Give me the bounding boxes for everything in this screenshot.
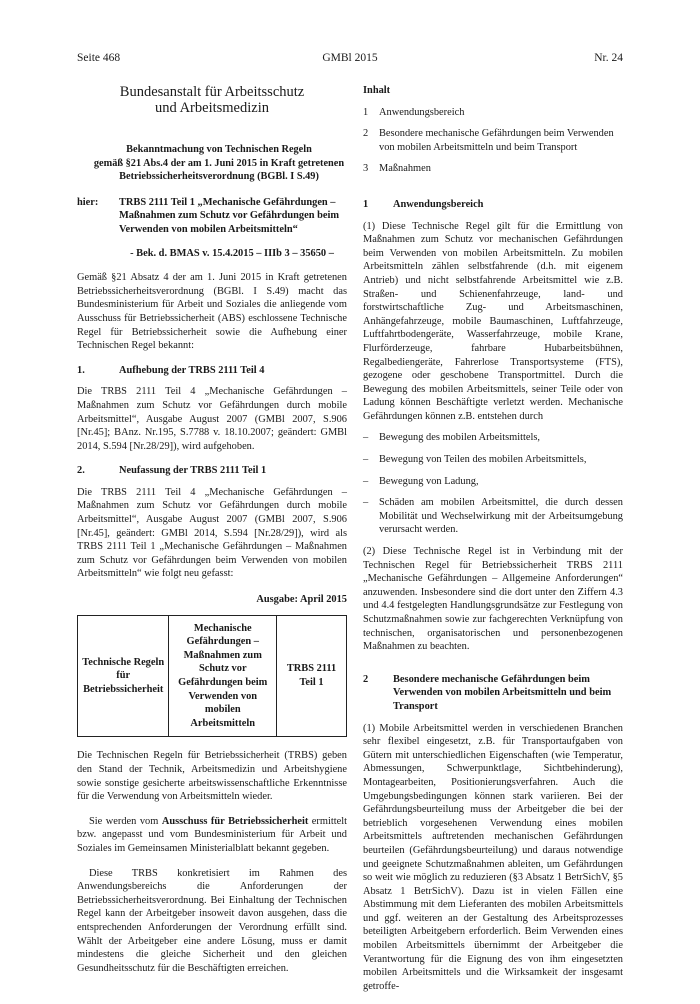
list-item-text: Bewegung des mobilen Arbeitsmittels,: [379, 432, 541, 444]
page-header: [77, 52, 623, 68]
list-item: [363, 431, 623, 445]
section-paragraph: Die TRBS 2111 Teil 4 „Mechanische Gefährdungen – Maßnahmen zum Schutz vor Gefährdungen durch mobile Arbeitsmittel“, Ausgabe August 2007 (GMBl 2007, S.906 [Nr.45], geändert: GMBl 2014, S.594 [Nr.28/29]), wird als TRBS 2111 Teil 1 „Mechanische Gefährdungen – Maßnahmen zum Schutz vor Gefährdungen beim Verwenden von mobilen Arbeitsmitteln“ wie folgt neu gefasst:: [77, 486, 347, 580]
section-heading: [363, 198, 623, 212]
abs-text-pre: Sie werden vom: [89, 815, 162, 827]
list-item-text: Schäden am mobilen Arbeitsmittel, die durch dessen Mobilität und Wechselwirkung mit der Arbeitsumgebung verursacht werden.: [379, 497, 623, 536]
document-page: [77, 52, 623, 992]
announcement-title: [77, 143, 347, 184]
issue-number: Nr. 24: [594, 52, 623, 64]
abs-paragraph: [77, 815, 347, 856]
toc-item-number: 1: [363, 106, 369, 118]
subject-text: TRBS 2111 Teil 1 „Mechanische Gefährdungen – Maßnahmen zum Schutz vor Gefährdungen beim Verwenden von mobilen Arbeitsmitteln“: [119, 196, 340, 235]
section-number: 2.: [77, 465, 85, 477]
list-item: [363, 496, 623, 537]
section-number: 1.: [77, 364, 85, 376]
section-paragraph: (1) Mobile Arbeitsmittel werden in verschiedenen Branchen sehr flexibel eingesetzt, z.B. für Transportaufgaben von Gütern mit unterschiedlichen Eigenschaften (wie Temperatur, Abmessungen, Schwerpunktlage, Sichtbehinderung), Montagearbeiten, Positionierungsverfahren. Auch die Umgebungsbedingungen können stark variieren. Bei der Gefährdungsbeurteilung muss der Arbeitgeber die bei der betrieblich vorgesehenen Verwendung eines mobilen Arbeitsmittels auftretenden mechanischen Gefährdungen beurteilen (Gefährdungsbeurteilung) und daraus notwendige und geeignete Schutzmaßnahmen ableiten, um Gefährdungen so weit wie möglich zu reduzieren (§3 Absatz 1 BetrSichV, §5 Absatz 1 BetrSichV). Dazu ist in vielen Fällen eine Abstimmung mit dem Lieferanten des mobilen Arbeitsmittels und ggf. weiteren an der Gestaltung des Arbeitsprozesses beteiligten Arbeitgebern erforderlich. Beim Verwenden eines mobilen Arbeitsmittels übernimmt der Arbeitgeber die Verantwortung für die Eignung des von ihm eingesetzten mobilen Arbeitsmittels und die Wirksamkeit der insgesamt getroffe-: [363, 722, 623, 992]
subject-label: hier:: [77, 196, 99, 208]
page-number: Seite 468: [77, 52, 121, 64]
list-item: [363, 453, 623, 467]
toc-item-title: Anwendungsbereich: [379, 106, 465, 118]
toc-item-number: 3: [363, 163, 369, 175]
section-paragraph: (1) Diese Technische Regel gilt für die Ermittlung von Maßnahmen zum Schutz vor mechanischen Gefährdungen beim Verwenden von mobilen Arbeitsmitteln. Zu mobilen Arbeitsmitteln zählen selbstfahrende (d.h. mit eigenem Antrieb) und nicht selbstfahrende Arbeitsmittel wie z.B. Straßen- und Schienenfahrzeuge, land- und forstwirtschaftliche Zug- und Arbeitsmaschinen, Anhängefahrzeuge, mobile Baumaschinen, Luftfahrzeuge, Luftfahrtbodengeräte, Wasserfahrzeuge, mobile Krane, Flurförderzeuge, fahrbare Hubarbeitsbühnen, Regalbediengeräte, Fahrerlose Transportsysteme (FTS), gezogene oder geschobene Transportmittel. Durch die Bewegung des mobilen Arbeitsmittels, seiner Teile oder von Ladung können Beschäftigte verletzt werden. Mechanische Gefährdungen können z.B. entstehen durch: [363, 220, 623, 422]
abs-text-bold: Ausschuss für Betriebssicherheit: [161, 815, 309, 827]
section-heading: [77, 364, 347, 378]
journal-name: GMBl 2015: [322, 52, 378, 64]
abs-text-post: ermittelt bzw. angepasst und vom Bundesministerium für Arbeit und Soziales im Gemeinsamen Ministerialblatt bekannt gegeben.: [77, 815, 348, 854]
section-number: 2: [363, 673, 369, 685]
section-title: Neufassung der TRBS 2111 Teil 1: [119, 465, 267, 477]
right-column: [363, 84, 623, 1004]
left-column: [77, 84, 347, 986]
reference-line: - Bek. d. BMAS v. 15.4.2015 – IIIb 3 – 35650 –: [130, 247, 334, 259]
authority-heading: [77, 84, 347, 116]
section-heading: [363, 673, 623, 714]
list-item: [363, 475, 623, 489]
section-title: Anwendungsbereich: [393, 198, 484, 210]
section-heading: [77, 464, 347, 478]
subject-line: [77, 196, 347, 237]
toc-title: Inhalt: [363, 85, 391, 96]
toc-item-number: 2: [363, 128, 369, 140]
authority-line: und Arbeitsmedizin: [155, 100, 269, 116]
section-number: 1: [363, 198, 369, 210]
hazard-list: [363, 431, 623, 537]
list-item-text: Bewegung von Ladung,: [379, 475, 479, 487]
section-paragraph: (2) Diese Technische Regel ist in Verbindung mit der Technischen Regel für Betriebssicherheit TRBS 2111 „Mechanische Gefährdungen – Allgemeine Anforderungen“ anzuwenden. Insbesondere sind die dort unter den Ziffern 4.3 und 4.4 festgelegten Handlungsgrundsätze zur Festlegung von Schutzmaßnahmen sowie zur fachgerechten Verknüpfung von technischen, organisatorischen und personenbezogenen Maßnahmen zu beachten.: [363, 546, 623, 653]
list-dash: –: [363, 432, 369, 444]
toc-item-title: Besondere mechanische Gefährdungen beim Verwenden von mobilen Arbeitsmitteln und beim Transport: [379, 128, 614, 153]
table-cell-title: Mechanische Gefährdungen – Maßnahmen zum Schutz vor Gefährdungen beim Verwenden von mobilen Arbeitsmitteln: [169, 615, 277, 737]
konkret-paragraph: Diese TRBS konkretisiert im Rahmen des Anwendungsbereichs die Anforderungen der Betriebssicherheitsverordnung. Bei Einhaltung der Technischen Regel kann der Arbeitgeber insoweit davon ausgehen, dass die entsprechenden Anforderungen der Verordnung erfüllt sind. Wählt der Arbeitgeber eine andere Lösung, muss er damit mindestens die gleiche Sicherheit und den gleichen Gesundheitsschutz für die Beschäftigten erreichen.: [77, 867, 347, 974]
intro-paragraph: Gemäß §21 Absatz 4 der am 1. Juni 2015 in Kraft getretenen Betriebssicherheitsverordnung (BGBl. I S.49) macht das Bundesministerium für Arbeit und Soziales die anliegende vom Ausschuss für Betriebssicherheit (ABS) eschlossene Technische Regel für Betriebssicherheit sowie die Aufhebung einer Technischen Regel bekannt:: [77, 272, 347, 352]
section-paragraph: Die TRBS 2111 Teil 4 „Mechanische Gefährdungen – Maßnahmen zum Schutz vor Gefährdungen durch mobile Arbeitsmittel“, Ausgabe August 2007 (GMBl 2007, S.906 [Nr.45]; BAnz. Nr.195, S.7788 v. 18.10.2007; geändert: GMBl 2014, S.594 [Nr.28/29]), wird aufgehoben.: [77, 386, 347, 452]
authority-line: Bundesanstalt für Arbeitsschutz: [119, 84, 305, 100]
announcement-title-line: Betriebssicherheitsverordnung (BGBl. I S.49): [119, 171, 319, 183]
trbs-paragraph: Die Technischen Regeln für Betriebssicherheit (TRBS) geben den Stand der Technik, Arbeitsmedizin und Arbeitshygiene sowie sonstige gesicherte arbeitswissenschaftliche Erkenntnisse für die Verwendung von Arbeitsmitteln wieder.: [77, 750, 347, 803]
announcement-title-line: gemäß §21 Abs.4 der am 1. Juni 2015 in Kraft getretenen: [93, 157, 345, 169]
toc-item: [363, 127, 623, 154]
table-cell-number: TRBS 2111 Teil 1: [277, 615, 347, 737]
toc-item: [363, 106, 623, 120]
issue-date: Ausgabe: April 2015: [256, 594, 347, 606]
toc-item: [363, 162, 623, 176]
section-title: Besondere mechanische Gefährdungen beim Verwenden von mobilen Arbeitsmitteln und beim Transport: [393, 673, 612, 712]
section-title: Aufhebung der TRBS 2111 Teil 4: [119, 364, 265, 376]
trbs-title-table: [77, 615, 347, 738]
announcement-title-line: Bekanntmachung von Technischen Regeln: [126, 144, 312, 155]
list-dash: –: [363, 475, 369, 487]
toc-item-title: Maßnahmen: [379, 163, 431, 175]
list-dash: –: [363, 497, 369, 509]
list-dash: –: [363, 454, 369, 466]
list-item-text: Bewegung von Teilen des mobilen Arbeitsmittels,: [379, 454, 587, 466]
table-cell-category: Technische Regeln für Betriebssicherheit: [78, 615, 169, 737]
